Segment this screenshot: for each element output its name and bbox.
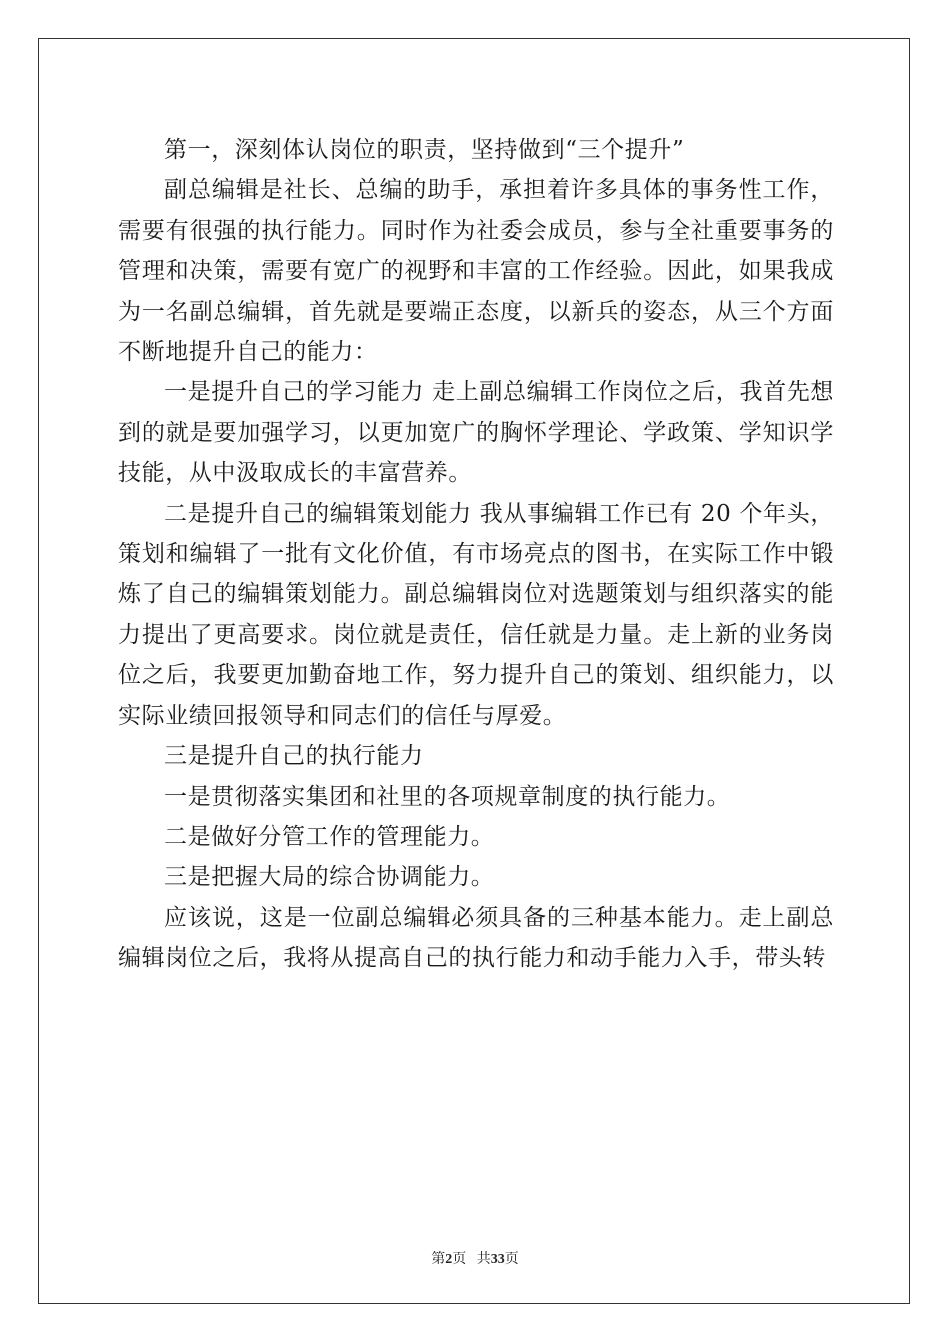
paragraph-execution-item-3: 三是把握大局的综合协调能力。 [164, 864, 495, 891]
paragraph-execution-item-1: 一是贯彻落实集团和社里的各项规章制度的执行能力。 [164, 783, 731, 810]
footer-total-suffix: 页 [504, 1252, 519, 1267]
paragraph-editing-ability: 二是提升自己的编辑策划能力 我从事编辑工作已有 20 个年头，策划和编辑了一批有文化价值，有市场亮点的图书，在实际工作中锻炼了自己的编辑策划能力。副总编辑岗位对选题策划与组织落实的能力提出了更高要求。岗位就是责任，信任就是力量。走上新的业务岗位之后，我要更加勤奋地工作，努力提升自己的策划、组织能力，以实际业绩回报领导和同志们的信任与厚爱。 [118, 500, 834, 729]
paragraph-conclusion: 应该说，这是一位副总编辑必须具备的三种基本能力。走上副总编辑岗位之后，我将从提高自己的执行能力和动手能力入手，带头转 [118, 904, 834, 972]
page-footer [0, 1248, 950, 1268]
footer-current-page: 2 [445, 1252, 453, 1267]
paragraph-learning-ability: 一是提升自己的学习能力 走上副总编辑工作岗位之后，我首先想到的就是要加强学习，以更加宽广的胸怀学理论、学政策、学知识学技能，从中汲取成长的丰富营养。 [118, 379, 834, 487]
footer-page-suffix: 页 [452, 1252, 467, 1267]
footer-page-prefix: 第 [431, 1252, 446, 1267]
footer-total-prefix: 共 [476, 1252, 491, 1267]
paragraph-execution-item-2: 二是做好分管工作的管理能力。 [164, 823, 495, 850]
footer-total-pages: 33 [490, 1252, 505, 1267]
document-body [118, 130, 834, 979]
paragraph-role-description: 副总编辑是社长、总编的助手，承担着许多具体的事务性工作，需要有很强的执行能力。同时作为社委会成员，参与全社重要事务的管理和决策，需要有宽广的视野和丰富的工作经验。因此，如果我成为一名副总编辑，首先就是要端正态度，以新兵的姿态，从三个方面不断地提升自己的能力： [118, 177, 834, 366]
paragraph-execution-heading: 三是提升自己的执行能力 [164, 743, 424, 770]
paragraph-heading-first: 第一，深刻体认岗位的职责，坚持做到“三个提升” [164, 137, 685, 163]
